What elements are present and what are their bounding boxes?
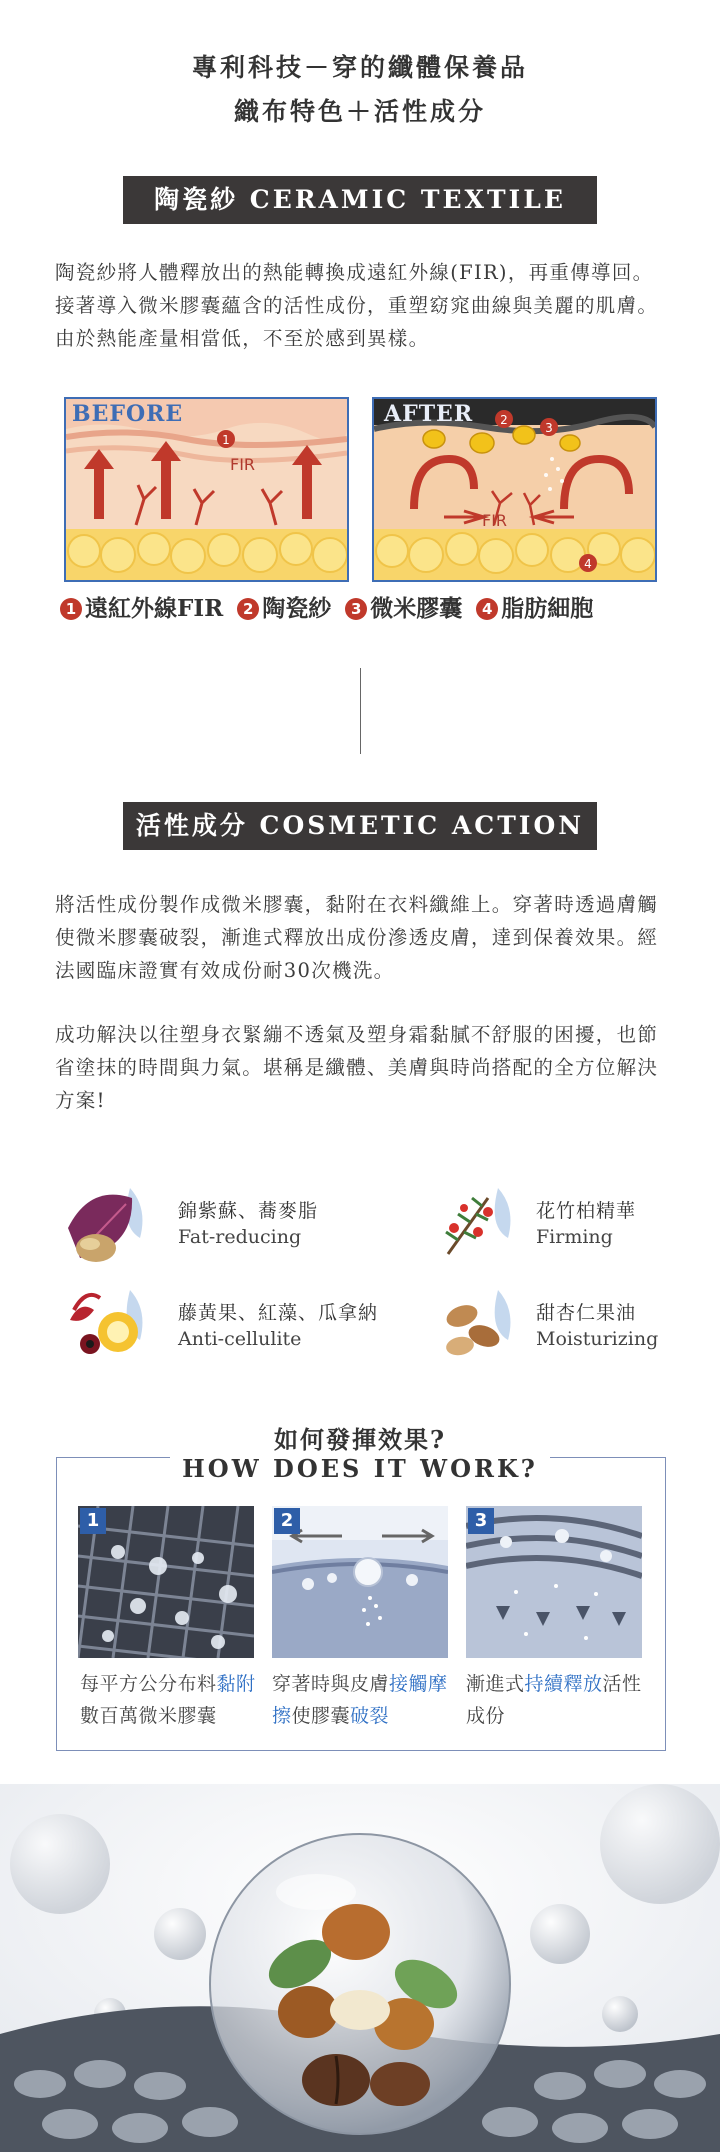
ingredient-firming xyxy=(428,1178,637,1276)
after-fir-label: FIR xyxy=(482,511,508,530)
ingredient-effect: Firming xyxy=(536,1226,613,1248)
ingredient-name: 甜杏仁果油 xyxy=(536,1302,637,1324)
step-2-badge: 2 xyxy=(274,1508,300,1534)
before-fir-label: FIR xyxy=(230,455,256,474)
header-line-1: 專利科技－穿的纖體保養品 xyxy=(191,53,528,82)
ingredient-anti-cellulite xyxy=(60,1280,379,1378)
ingredient-effect: Fat-reducing xyxy=(178,1226,302,1248)
how-title-en: HOW DOES IT WORK? xyxy=(182,1454,538,1483)
ceramic-banner: 陶瓷紗 CERAMIC TEXTILE xyxy=(123,176,597,224)
cosmetic-description-2: 成功解決以往塑身衣緊繃不透氣及塑身霜黏膩不舒服的困擾，也節省塗抹的時間與力氣。堪稱是纖體、美膚與時尚搭配的全方位解決方案! xyxy=(55,1023,659,1112)
purple-leaf-icon xyxy=(60,1178,154,1272)
before-label: BEFORE xyxy=(72,401,184,427)
ingredient-name: 花竹柏精華 xyxy=(536,1200,637,1222)
how-title-zh: 如何發揮效果? xyxy=(273,1425,447,1454)
berry-branch-icon xyxy=(428,1178,522,1272)
header-line-2: 織布特色＋活性成分 xyxy=(233,97,486,126)
step-3-badge: 3 xyxy=(468,1508,494,1534)
step-3-image xyxy=(466,1506,642,1658)
svg-text:2: 2 xyxy=(500,413,508,427)
step-2-caption: 穿著時與皮膚接觸摩擦使膠囊破裂 xyxy=(272,1673,448,1727)
step-2-image xyxy=(272,1506,448,1658)
after-illustration xyxy=(372,397,657,582)
legend xyxy=(60,590,660,623)
capsule-hero-image xyxy=(0,1784,720,2152)
ingredient-name: 錦紫蘇、蕎麥脂 xyxy=(178,1200,319,1222)
capsule-fabric-illustration xyxy=(0,1784,720,2152)
svg-text:1: 1 xyxy=(222,433,230,447)
ingredient-effect: Moisturizing xyxy=(536,1328,659,1350)
step-1-badge: 1 xyxy=(80,1508,106,1534)
legend-item-2: 2 陶瓷紗 xyxy=(237,595,331,622)
legend-item-3: 3 微米膠囊 xyxy=(345,595,462,622)
almond-icon xyxy=(428,1280,522,1374)
step-3-caption: 漸進式持續釋放活性成份 xyxy=(466,1673,642,1727)
after-label: AFTER xyxy=(384,401,474,427)
svg-text:3: 3 xyxy=(545,421,553,435)
step-1-caption: 每平方公分布料黏附數百萬微米膠囊 xyxy=(80,1673,256,1727)
before-illustration xyxy=(64,397,349,582)
ingredient-moisturizing xyxy=(428,1280,659,1378)
svg-text:4: 4 xyxy=(584,557,592,571)
step-1-image xyxy=(78,1506,254,1658)
fruit-seaweed-icon xyxy=(60,1280,154,1374)
ingredient-effect: Anti-cellulite xyxy=(178,1328,302,1350)
ingredient-name: 藤黃果、紅藻、瓜拿納 xyxy=(178,1302,379,1324)
cosmetic-description-1: 將活性成份製作成微米膠囊，黏附在衣料纖維上。穿著時透過膚觸使微米膠囊破裂，漸進式釋放出成份滲透皮膚，達到保養效果。經法國臨床證實有效成份耐30次機洗。 xyxy=(55,893,659,982)
legend-item-4: 4 脂肪細胞 xyxy=(476,595,593,622)
ceramic-description: 陶瓷紗將人體釋放出的熱能轉換成遠紅外線(FIR)，再重傳導回。接著導入微米膠囊蘊含的活性成份，重塑窈窕曲線與美麗的肌膚。由於熱能產量相當低，不至於感到異樣。 xyxy=(55,261,659,350)
legend-item-1: 1 遠紅外線FIR xyxy=(60,595,223,622)
cosmetic-banner: 活性成分 COSMETIC ACTION xyxy=(123,802,597,850)
vertical-divider xyxy=(360,668,361,754)
ingredient-fat-reducing xyxy=(60,1178,319,1276)
